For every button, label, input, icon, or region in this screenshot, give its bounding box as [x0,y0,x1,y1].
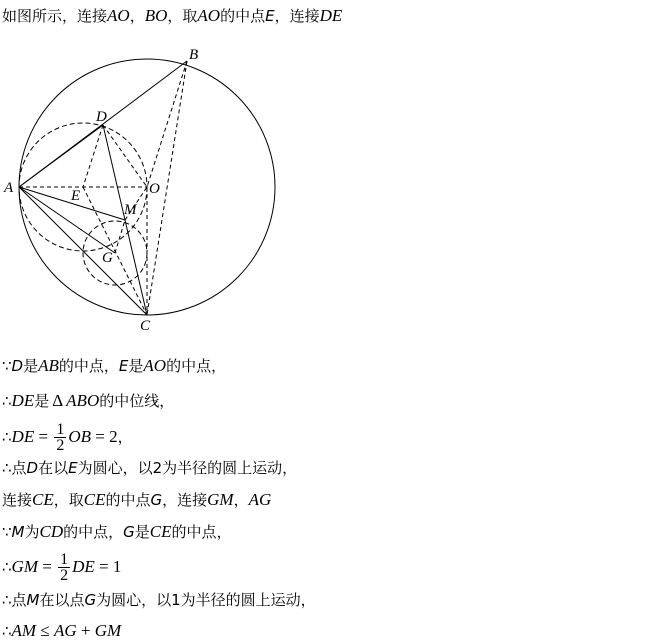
segment-EC [83,187,147,315]
fraction-half: $\frac{1}{2}$ [60,551,69,584]
proof-line-2: ∴DE是 Δ ABO的中位线， [2,391,175,410]
geometry-figure [0,38,300,338]
intro-text: 如图所示，连接 [2,7,108,25]
math-E: E [265,7,275,25]
label-A: A [4,180,14,196]
segment-AG [19,187,115,253]
math-BO: BO [144,6,168,25]
segment-AD [19,125,103,187]
proof-line-6: ∵M为CD的中点，G是CE的中点， [2,522,232,541]
segment-DE [83,125,103,187]
proof-line-5: 连接CE，取CE的中点G，连接GM，AG [2,490,272,509]
label-M: M [124,202,137,218]
math-AO: AO [197,6,221,25]
label-E: E [71,188,81,204]
proof-line-9: ∴AM ≤ AG + GM [2,621,122,640]
math-DE: DE [319,6,343,25]
label-B: B [189,47,199,63]
proof-line-3: ∴DE = $\frac{1}{2}$ OB = 2， [2,421,133,454]
intro-text: 的中点 [220,7,266,25]
intro-text: ，连接 [274,7,320,25]
label-C: C [140,318,151,334]
label-O: O [149,181,160,197]
proof-line-8: ∴点M在以点G为圆心，以1为半径的圆上运动， [2,591,316,609]
segment-DO [103,125,147,187]
math-AO: AO [107,6,130,25]
proof-line-1: ∵D是AB的中点，E是AO的中点， [2,356,227,375]
punct: ， [129,7,145,25]
proof-line-4: ∴点D在以E为圆心，以2为半径的圆上运动， [2,459,298,477]
intro-text: ，取 [167,7,198,25]
label-D: D [96,109,107,125]
proof-line-7: ∴GM = $\frac{1}{2}$ DE = 1 [2,551,122,584]
segment-BO [147,61,187,187]
intro-line [2,6,342,26]
fraction-half: $\frac{1}{2}$ [56,421,65,454]
label-G: G [102,250,113,266]
